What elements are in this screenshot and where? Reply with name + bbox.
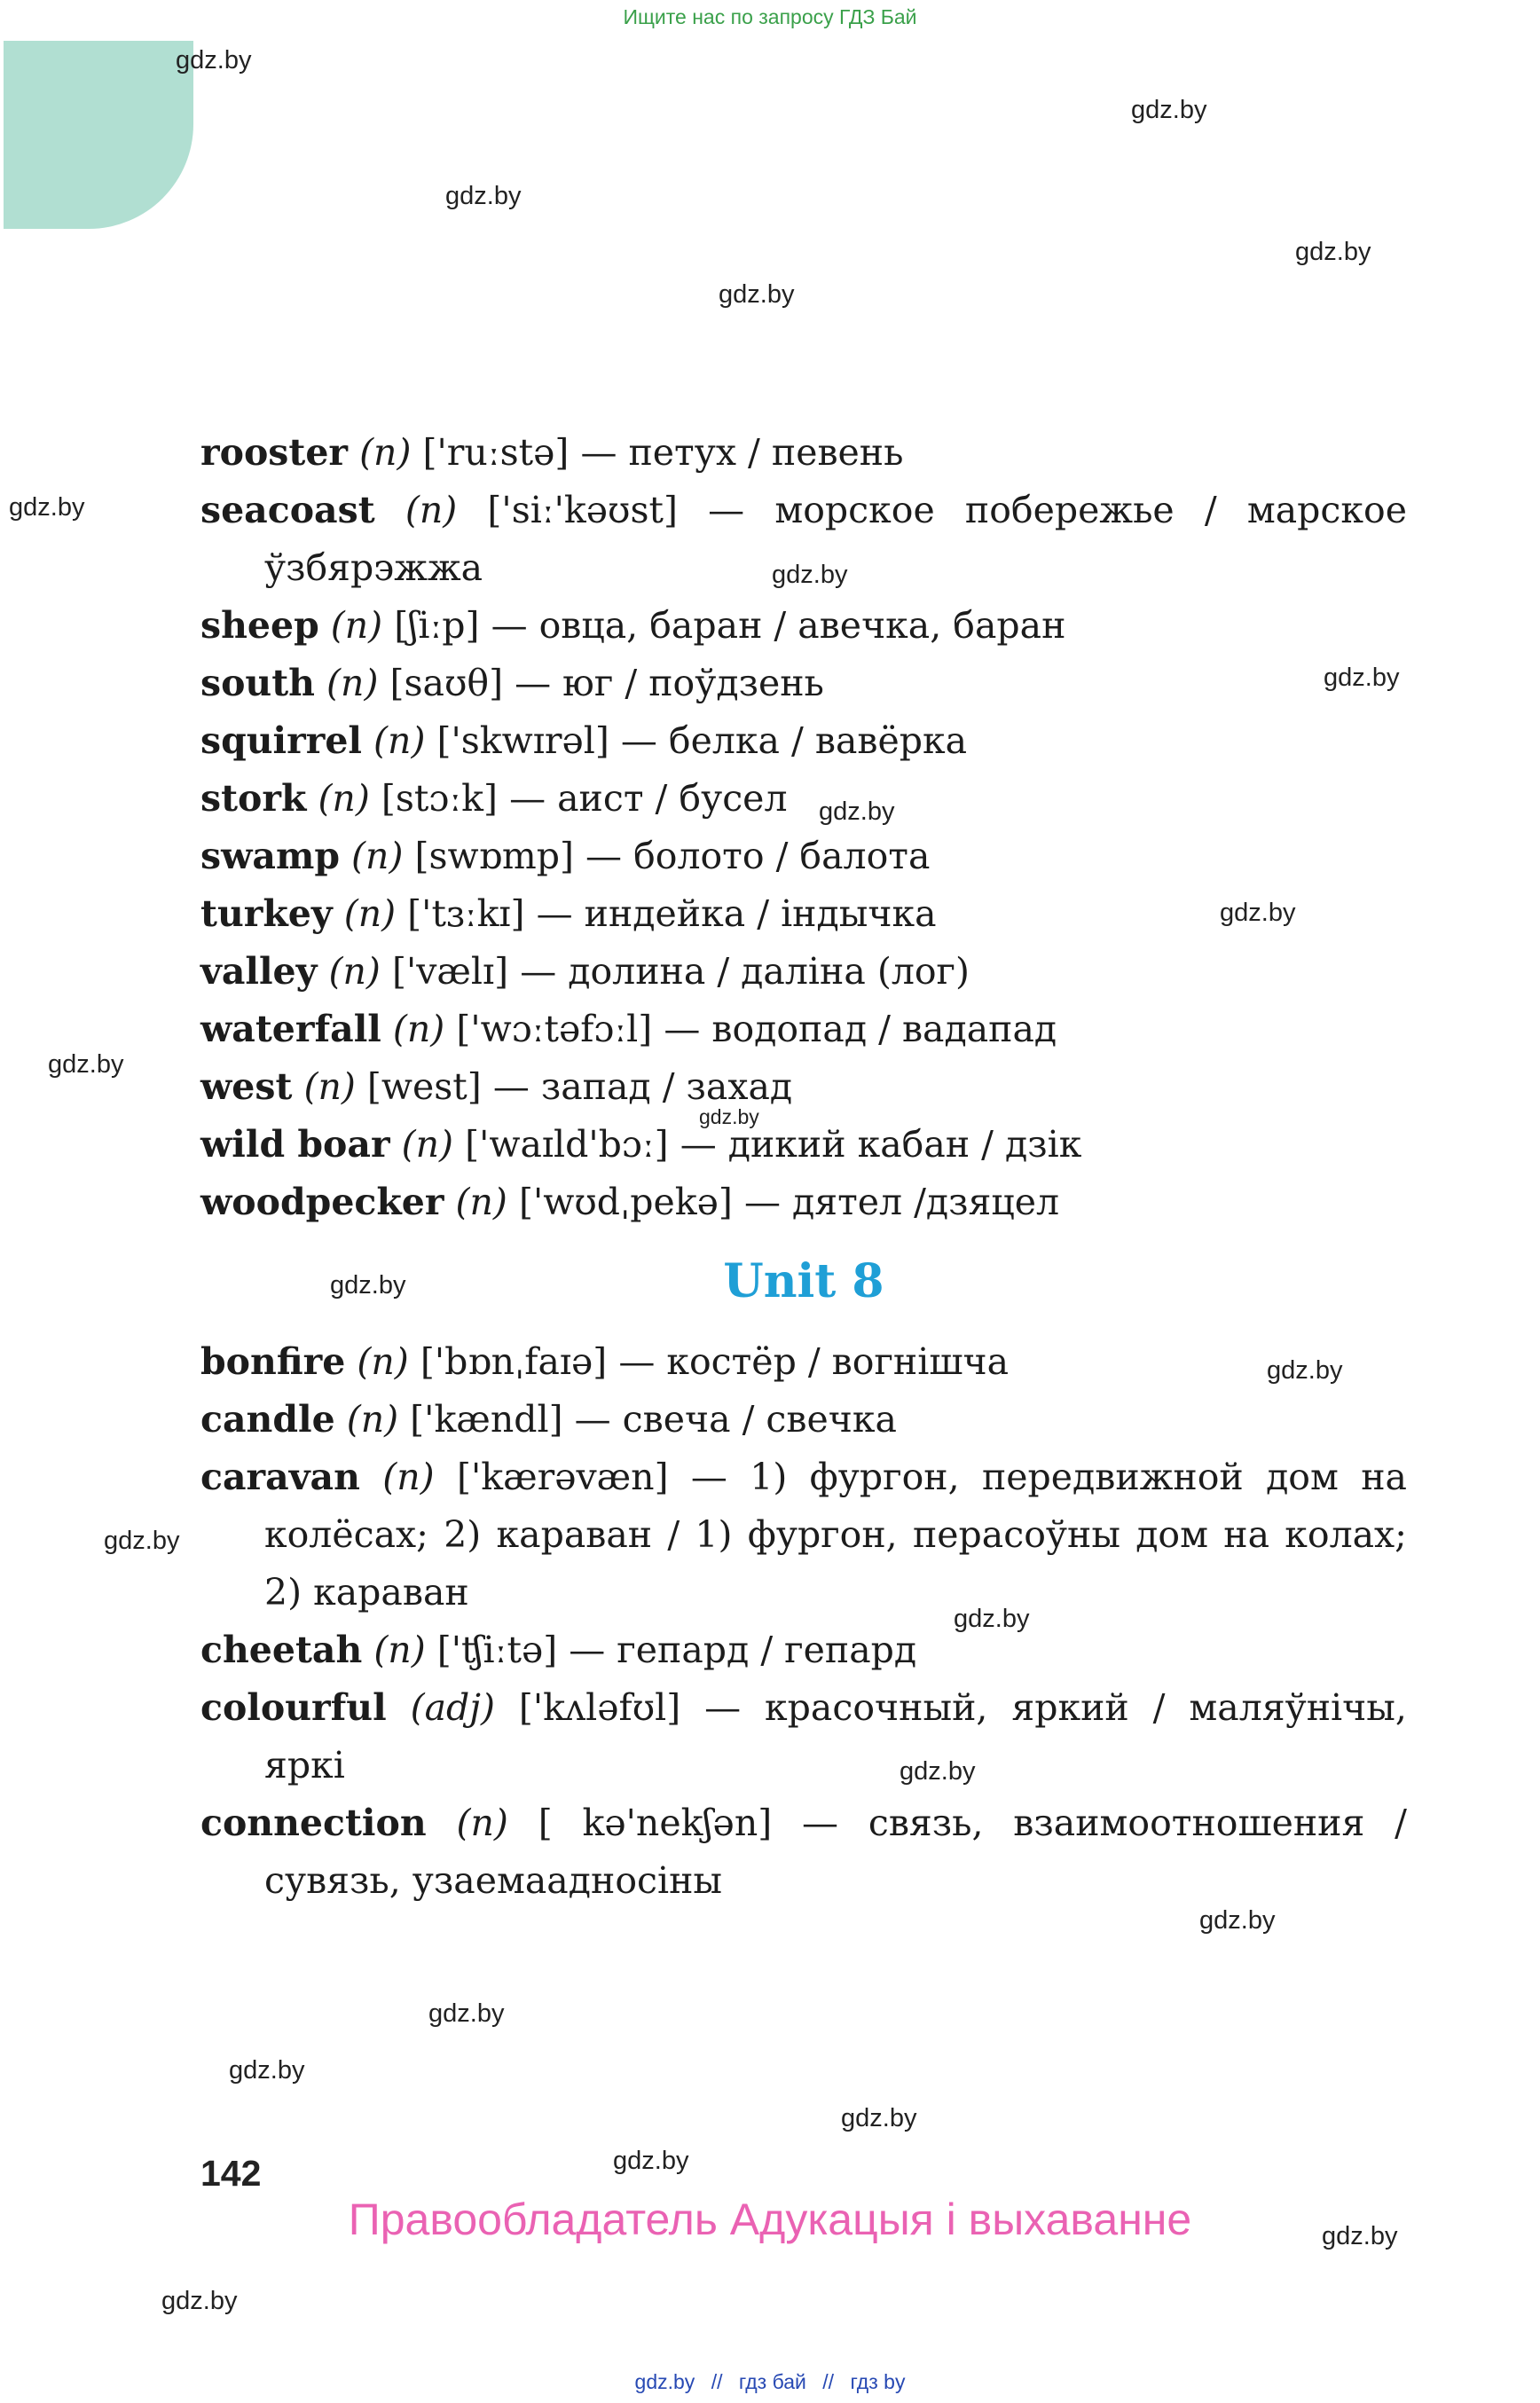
transcription: [saʊθ] <box>389 662 504 704</box>
part-of-speech: (n) <box>318 777 370 820</box>
headword: stork <box>200 777 307 820</box>
watermark: gdz.by <box>772 561 848 589</box>
translation: — белка / вавёрка <box>620 719 968 762</box>
watermark: gdz.by <box>613 2147 689 2175</box>
vocab-entry <box>200 712 1407 770</box>
translation: — индейка / індычка <box>536 892 937 935</box>
transcription: ['wɔːtəfɔːl] <box>456 1008 653 1050</box>
translation: — запад / захад <box>492 1065 793 1108</box>
transcription: [west] <box>366 1065 482 1108</box>
vocab-entry <box>200 1449 1407 1622</box>
watermark: gdz.by <box>1295 238 1371 266</box>
corner-tab <box>4 41 193 229</box>
vocab-entry <box>200 1622 1407 1679</box>
translation: — красочный, яркий / маляўнічы, яркі <box>264 1686 1407 1787</box>
vocab-entry <box>200 1174 1407 1231</box>
watermark: gdz.by <box>104 1527 180 1555</box>
vocab-entry <box>200 655 1407 712</box>
footer-separator: // <box>822 2370 835 2393</box>
vocab-entry <box>200 1391 1407 1449</box>
watermark: gdz.by <box>841 2104 917 2132</box>
part-of-speech: (n) <box>373 1629 426 1671</box>
part-of-speech: (n) <box>351 835 404 877</box>
part-of-speech: (n) <box>373 719 426 762</box>
page-number: 142 <box>200 2153 262 2194</box>
watermark: gdz.by <box>1131 96 1207 124</box>
headword: wild boar <box>200 1123 390 1166</box>
part-of-speech: (n) <box>343 892 397 935</box>
translation: — долина / даліна (лог) <box>520 950 970 993</box>
footer-link[interactable]: гдз бай <box>738 2370 806 2393</box>
vocab-entry <box>200 1333 1407 1391</box>
part-of-speech: (n) <box>328 950 381 993</box>
header-note: Ищите нас по запросу ГДЗ Бай <box>623 5 917 28</box>
transcription: [ kə'nekʃən] <box>538 1802 773 1844</box>
headword: turkey <box>200 892 333 935</box>
headword: sheep <box>200 604 319 647</box>
footer-link[interactable]: гдз by <box>850 2370 906 2393</box>
headword: seacoast <box>200 489 375 531</box>
transcription: ['tɜːkɪ] <box>407 892 525 935</box>
transcription: [ʃiːp] <box>394 604 480 647</box>
transcription: ['ʧiːtə] <box>436 1629 558 1671</box>
vocab-entry <box>200 943 1407 1001</box>
part-of-speech: (n) <box>401 1123 454 1166</box>
watermark: gdz.by <box>719 280 795 309</box>
transcription: ['waɪld'bɔː] <box>465 1123 669 1166</box>
vocab-entry <box>200 1794 1407 1910</box>
watermark: gdz.by <box>9 493 85 522</box>
headword: south <box>200 662 315 704</box>
headword: caravan <box>200 1456 360 1498</box>
headword: rooster <box>200 431 349 474</box>
vocab-entry <box>200 828 1407 885</box>
watermark: gdz.by <box>1220 899 1296 927</box>
vocab-entry <box>200 424 1407 482</box>
part-of-speech: (n) <box>455 1181 507 1223</box>
translation: — болото / балота <box>585 835 931 877</box>
watermark: gdz.by <box>161 2287 238 2315</box>
headword: colourful <box>200 1686 387 1729</box>
vocab-entry <box>200 482 1407 597</box>
footer-separator: // <box>711 2370 723 2393</box>
watermark: gdz.by <box>954 1605 1030 1633</box>
part-of-speech: (n) <box>326 662 379 704</box>
part-of-speech: (n) <box>456 1802 508 1844</box>
translation: — дикий кабан / дзік <box>680 1123 1082 1166</box>
transcription: ['wʊdˌpekə] <box>518 1181 733 1223</box>
watermark: gdz.by <box>176 46 252 75</box>
vocab-entry <box>200 1001 1407 1058</box>
headword: valley <box>200 950 318 993</box>
part-of-speech: (n) <box>405 489 458 531</box>
part-of-speech: (adj) <box>410 1686 495 1729</box>
translation: — гепард / гепард <box>569 1629 917 1671</box>
footer-link[interactable]: gdz.by <box>634 2370 695 2393</box>
translation: — морское побережье / марское ўзбярэжжа <box>264 489 1407 589</box>
watermark: gdz.by <box>229 2056 305 2085</box>
watermark: gdz.by <box>445 182 522 210</box>
part-of-speech: (n) <box>357 1340 409 1383</box>
headword: waterfall <box>200 1008 381 1050</box>
watermark: gdz.by <box>699 1105 759 1128</box>
translation: — дятел /дзяцел <box>743 1181 1060 1223</box>
copyright-notice: Правообладатель Адукацыя і выхаванне <box>348 2195 1192 2244</box>
transcription: ['skwɪrəl] <box>436 719 609 762</box>
transcription: [swɒmp] <box>414 835 574 877</box>
headword: bonfire <box>200 1340 346 1383</box>
headword: cheetah <box>200 1629 363 1671</box>
part-of-speech: (n) <box>392 1008 445 1050</box>
vocab-entry <box>200 885 1407 943</box>
transcription: ['siː'kəʊst] <box>487 489 678 531</box>
translation: — 1) фургон, передвижной дом на колёсах; 2) караван / 1) фургон, перасоўны дом на колах; 2) караван <box>264 1456 1407 1614</box>
watermark: gdz.by <box>900 1757 976 1786</box>
headword: woodpecker <box>200 1181 444 1223</box>
vocab-entry <box>200 1058 1407 1116</box>
transcription: ['kærəvæn] <box>456 1456 669 1498</box>
transcription: ['ruːstə] <box>422 431 570 474</box>
transcription: ['bɒnˌfaɪə] <box>420 1340 608 1383</box>
watermark: gdz.by <box>1199 1906 1276 1935</box>
headword: connection <box>200 1802 427 1844</box>
watermark: gdz.by <box>1322 2222 1398 2250</box>
unit-title: Unit 8 <box>723 1254 884 1308</box>
headword: west <box>200 1065 293 1108</box>
headword: candle <box>200 1398 335 1441</box>
vocab-entry <box>200 597 1407 655</box>
watermark: gdz.by <box>1324 664 1400 692</box>
part-of-speech: (n) <box>382 1456 435 1498</box>
vocabulary-list-unit-8 <box>200 1333 1407 1910</box>
vocabulary-list <box>200 424 1407 1231</box>
translation: — связь, взаимоотношения / сувязь, узаемаадносіны <box>264 1802 1407 1902</box>
watermark: gdz.by <box>48 1050 124 1079</box>
transcription: ['kʌləfʊl] <box>518 1686 681 1729</box>
watermark: gdz.by <box>428 1999 505 2028</box>
headword: swamp <box>200 835 340 877</box>
part-of-speech: (n) <box>303 1065 356 1108</box>
translation: — свеча / свечка <box>574 1398 897 1441</box>
watermark: gdz.by <box>819 797 895 826</box>
footer-links <box>0 2370 1540 2394</box>
transcription: [stɔːk] <box>381 777 499 820</box>
translation: — аист / бусел <box>509 777 788 820</box>
translation: — петух / певень <box>580 431 904 474</box>
translation: — овца, баран / авечка, баран <box>491 604 1066 647</box>
translation: — юг / поўдзень <box>515 662 824 704</box>
vocab-entry <box>200 1679 1407 1794</box>
translation: — водопад / вадапад <box>664 1008 1057 1050</box>
watermark: gdz.by <box>330 1271 406 1300</box>
transcription: ['vælɪ] <box>391 950 509 993</box>
part-of-speech: (n) <box>330 604 383 647</box>
headword: squirrel <box>200 719 362 762</box>
watermark: gdz.by <box>1267 1356 1343 1385</box>
part-of-speech: (n) <box>359 431 412 474</box>
transcription: ['kændl] <box>410 1398 563 1441</box>
part-of-speech: (n) <box>346 1398 399 1441</box>
vocab-entry <box>200 1116 1407 1174</box>
vocab-entry <box>200 770 1407 828</box>
translation: — костёр / вогнішча <box>618 1340 1010 1383</box>
